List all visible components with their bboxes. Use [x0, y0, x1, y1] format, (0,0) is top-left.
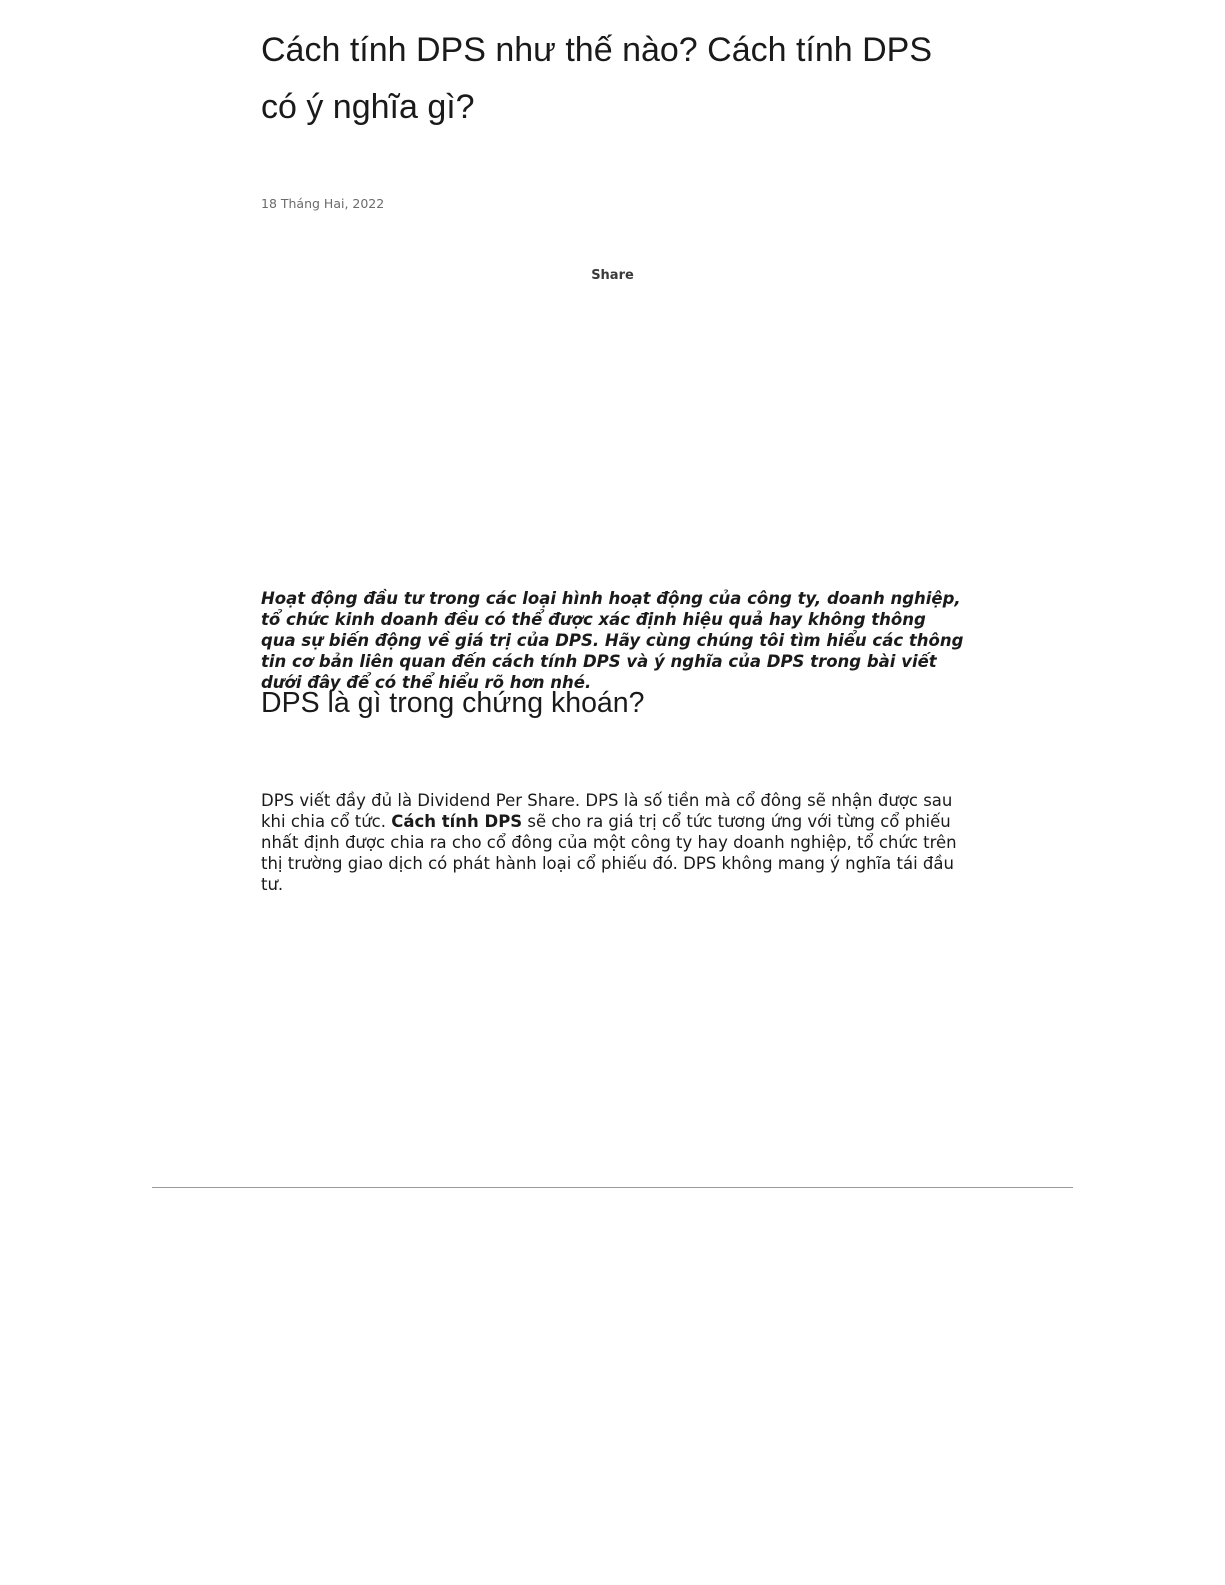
article-title: Cách tính DPS như thế nào? Cách tính DPS có ý nghĩa gì? — [261, 31, 933, 126]
footer-divider — [152, 1187, 1073, 1188]
publish-date: 18 Tháng Hai, 2022 — [261, 196, 385, 211]
article-paragraph — [261, 790, 966, 895]
paragraph-text-start: DPS viết đầy đủ là Dividend Per Share. DPS là số tiền mà cổ đông sẽ nhận được sau khi chia cổ tức. — [261, 791, 953, 831]
paragraph-bold-term: Cách tính DPS — [391, 812, 523, 831]
section-heading: DPS là gì trong chứng khoán? — [261, 687, 645, 719]
share-button[interactable] — [0, 268, 1225, 284]
article-intro: Hoạt động đầu tư trong các loại hình hoạt động của công ty, doanh nghiệp, tổ chức kinh doanh đều có thể được xác định hiệu quả hay không thông qua sự biến động về giá trị của DPS. Hãy cùng chúng tôi tìm hiểu các thông tin cơ bản liên quan đến cách tính DPS và ý nghĩa của DPS trong bài viết dưới đây để có thể hiểu rõ hơn nhé. — [261, 589, 964, 692]
paragraph-text-end: sẽ cho ra giá trị cổ tức tương ứng với từng cổ phiếu nhất định được chia ra cho cổ đông của một công ty hay doanh nghiệp, tổ chức trên thị trường giao dịch có phát hành loại cổ phiếu đó. DPS không mang ý nghĩa tái đầu tư. — [261, 812, 957, 894]
share-label: Share — [591, 268, 634, 283]
